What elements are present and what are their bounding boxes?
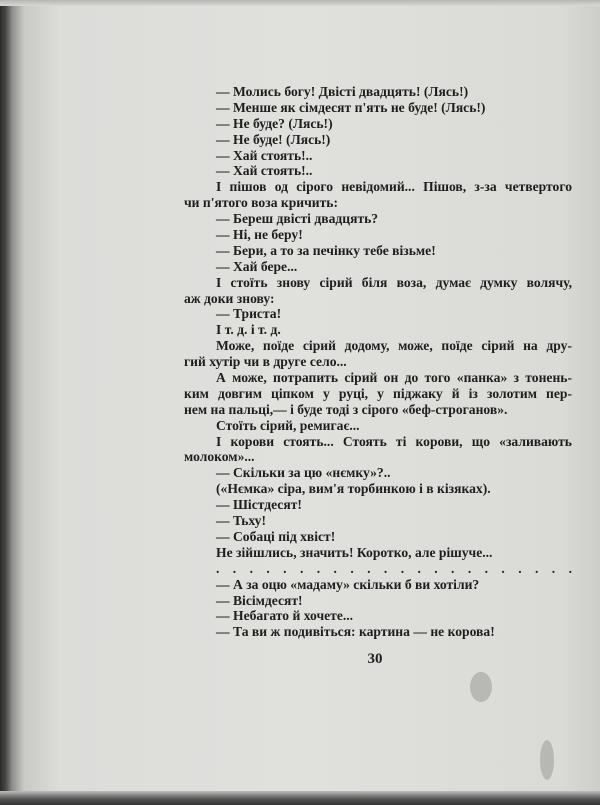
text-line-content: — Та ви ж подивіться: картина — не корова! — [216, 624, 495, 640]
text-line — [184, 513, 572, 529]
text-line — [184, 243, 572, 259]
text-line — [184, 465, 572, 481]
text-line-content: аж доки знову: — [184, 290, 275, 306]
text-line-content: — Вісімдесят! — [216, 592, 303, 608]
text-line-content: чи п'ятого воза кричить: — [184, 195, 339, 211]
text-line — [184, 291, 572, 307]
text-line — [184, 179, 572, 195]
page-bottom-edge — [0, 791, 600, 805]
text-line-content: — Не буде? (Лясь!) — [216, 115, 333, 131]
text-line — [184, 481, 572, 497]
text-line-content: гий хутір чи в друге село... — [184, 354, 347, 370]
text-line — [184, 449, 572, 465]
text-line — [184, 306, 572, 322]
text-line-content: Не зійшлись, значить! Коротко, але рішуче... — [216, 544, 493, 560]
dotted-separator: . . . . . . . . . . . . . . . . . . . . . . — [216, 560, 572, 576]
text-line-content: Стоїть сірий, ремигає... — [216, 417, 360, 433]
text-line — [184, 545, 572, 561]
text-line-content: І стоїть знову сірий біля воза, думає думку волячу, — [216, 274, 572, 290]
text-line — [184, 322, 572, 338]
text-line-content: А може, потрапить сірий он до того «панка» з тонень- — [216, 370, 572, 386]
text-line-content: І т. д. і т. д. — [216, 322, 281, 338]
text-line — [184, 195, 572, 211]
text-line-content: — Хай стоять!.. — [216, 147, 313, 163]
page-number: 30 — [367, 651, 383, 667]
text-line-content: молоком»... — [184, 449, 255, 465]
text-line — [184, 211, 572, 227]
text-line-content: — Скільки за цю «нємку»?.. — [216, 465, 391, 481]
text-line-content: — Тьху! — [216, 513, 266, 529]
text-line — [184, 354, 572, 370]
text-line — [184, 338, 572, 354]
text-line — [184, 275, 572, 291]
paper-stain — [540, 740, 554, 780]
text-line-content: — Собаці під хвіст! — [216, 528, 336, 544]
paper-stain — [470, 672, 492, 702]
text-line — [184, 608, 572, 624]
text-line-content: нем на пальці,— і буде тоді з сірого «беф-строганов». — [184, 401, 508, 417]
text-line — [184, 402, 572, 418]
dotted-separator-line — [184, 561, 572, 577]
text-line — [184, 84, 572, 100]
text-line-content: («Нємка» сіра, вим'я торбинкою і в кізяках). — [216, 481, 491, 497]
text-line — [184, 529, 572, 545]
text-line-content: — Шістдесят! — [216, 497, 302, 513]
text-line-content: ким довгим ціпком у руці, у піджаку й із золотим пер- — [184, 385, 572, 401]
text-line-content: — Хай стоять!.. — [216, 163, 313, 179]
text-line — [184, 386, 572, 402]
text-line — [184, 497, 572, 513]
text-line — [184, 259, 572, 275]
text-line — [184, 148, 572, 164]
text-line-content: І пішов од сірого невідомий... Пішов, з-за четвертого — [216, 179, 572, 195]
text-line-content: — Триста! — [216, 306, 282, 322]
text-line — [184, 624, 572, 640]
text-line-content: — Береш двісті двадцять? — [216, 211, 379, 227]
text-line-content: І корови стоять... Стоять ті корови, що «заливають — [216, 433, 572, 449]
text-line-content: — Небагато й хочете... — [216, 608, 354, 624]
text-line-content: — Ні, не беру! — [216, 227, 303, 243]
text-line-content: Може, поїде сірий додому, може, поїде сірий на дру- — [216, 338, 572, 354]
text-line — [184, 418, 572, 434]
text-line-content: — Молись богу! Двісті двадцять! (Лясь!) — [216, 84, 469, 99]
text-line-content: — Бери, а то за печінку тебе візьме! — [216, 242, 436, 258]
text-line — [184, 100, 572, 116]
text-line — [184, 434, 572, 450]
text-line — [184, 227, 572, 243]
text-line — [184, 370, 572, 386]
text-line-content: — Не буде! (Лясь!) — [216, 131, 331, 147]
text-line — [184, 593, 572, 609]
text-line-content: — А за оцю «мадаму» скільки б ви хотіли? — [216, 576, 480, 592]
text-line-content: — Менше як сімдесят п'ять не буде! (Лясь!) — [216, 99, 486, 115]
text-line — [184, 577, 572, 593]
text-line-content: — Хай бере... — [216, 258, 298, 274]
page-text — [184, 84, 572, 640]
text-line — [184, 116, 572, 132]
text-line — [184, 132, 572, 148]
page-top-edge — [0, 0, 600, 6]
text-line — [184, 163, 572, 179]
